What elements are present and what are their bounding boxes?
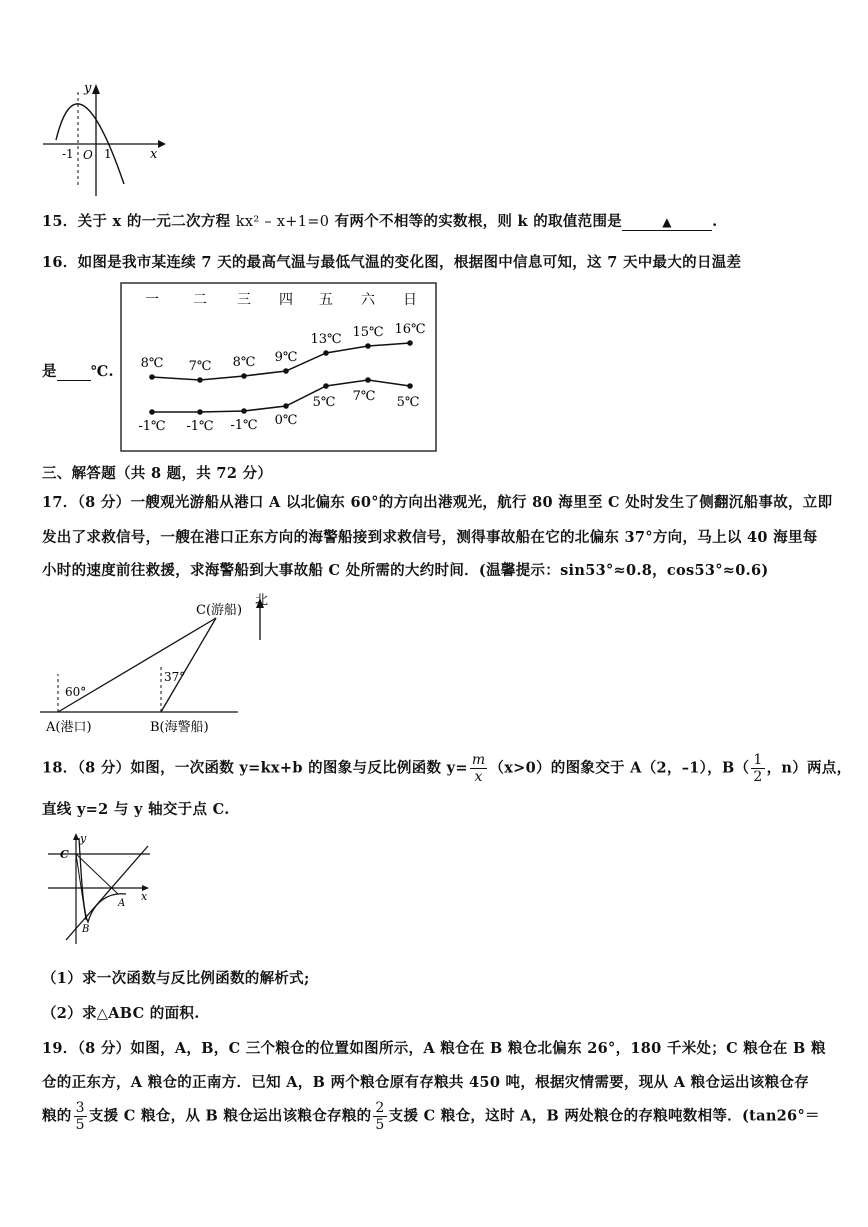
temp-point bbox=[283, 368, 289, 374]
answer-blank-15: ▲ bbox=[622, 213, 712, 231]
question-19-line1: 19．（8 分）如图，A，B，C 三个粮仓的位置如图所示，A 粮仓在 B 粮仓北偏东 26°，180 千米处；C 粮仓在 B 粮 bbox=[42, 1040, 826, 1057]
question-17-line3: 小时的速度前往救援，求海警船到大事故船 C 处所需的大约时间．(温馨提示：sin53°≈0.8，cos53°≈0.6) bbox=[42, 562, 769, 579]
temp-label: -1℃ bbox=[138, 419, 166, 434]
question-16-cont: 是 ℃. bbox=[42, 363, 114, 380]
temp-label: -1℃ bbox=[230, 418, 258, 433]
one-label: 1 bbox=[104, 147, 112, 161]
question-19-line2: 仓的正东方，A 粮仓的正南方．已知 A，B 两个粮仓原有存粮共 450 吨，根据灾情需要，现从 A 粮仓运出该粮仓存 bbox=[42, 1074, 810, 1091]
question-17-line1: 17．（8 分）一艘观光游船从港口 A 以北偏东 60°的方向出港观光，航行 80 海里至 C 处时发生了侧翻沉船事故，立即 bbox=[42, 494, 833, 511]
temp-label: 8℃ bbox=[140, 356, 164, 371]
temp-label: 9℃ bbox=[274, 350, 298, 365]
y-axis-label: y bbox=[84, 81, 92, 96]
day-label: 一 bbox=[145, 292, 159, 308]
temp-point bbox=[407, 383, 413, 389]
temp-label: 16℃ bbox=[394, 322, 426, 337]
north-label: 北 bbox=[255, 593, 269, 608]
a-label: A(港口) bbox=[46, 720, 92, 735]
angle-37: 37° bbox=[164, 670, 186, 684]
svg-text:B: B bbox=[82, 924, 90, 935]
svg-text:x: x bbox=[141, 890, 148, 903]
day-label: 三 bbox=[237, 292, 251, 308]
origin-label: O bbox=[83, 148, 93, 162]
temp-point bbox=[241, 408, 247, 414]
question-18-sub2: （2）求△ABC 的面积. bbox=[42, 1005, 200, 1022]
minus-one-label: -1 bbox=[62, 147, 74, 161]
angle-60: 60° bbox=[65, 685, 87, 699]
day-label: 五 bbox=[319, 292, 333, 308]
question-18-line2: 直线 y=2 与 y 轴交于点 C. bbox=[42, 801, 230, 818]
temp-label: 13℃ bbox=[310, 332, 342, 347]
temp-point bbox=[241, 373, 247, 379]
x-axis-label: x bbox=[150, 147, 158, 162]
question-16: 16．如图是我市某连续 7 天的最高气温与最低气温的变化图，根据图中信息可知，这 7 天中最大的日温差 bbox=[42, 254, 742, 271]
temp-point bbox=[149, 374, 155, 380]
rescue-diagram bbox=[38, 590, 278, 740]
temp-label: 5℃ bbox=[312, 395, 336, 410]
temp-label: 0℃ bbox=[274, 413, 298, 428]
temp-label: -1℃ bbox=[186, 419, 214, 434]
question-18-line1: 18．（8 分）如图，一次函数 y=kx+b 的图象与反比例函数 y= $\frac{m}{x}$ （x>0）的图象交于 A（2，–1），B（ $\frac{1}{2}$ ，n）两点， bbox=[42, 752, 852, 785]
question-18-sub1: （1）求一次函数与反比例函数的解析式; bbox=[42, 970, 310, 987]
temp-point bbox=[323, 383, 329, 389]
parabola-graph bbox=[38, 78, 168, 198]
temp-point bbox=[365, 343, 371, 349]
temp-point bbox=[323, 350, 329, 356]
day-label: 日 bbox=[403, 292, 417, 308]
temp-point bbox=[197, 409, 203, 415]
day-label: 二 bbox=[193, 292, 207, 308]
temp-label: 7℃ bbox=[188, 359, 212, 374]
c-label: C(游船) bbox=[196, 603, 243, 618]
temp-point bbox=[283, 403, 289, 409]
temp-label: 15℃ bbox=[352, 325, 384, 340]
b-label: B(海警船) bbox=[150, 720, 209, 735]
section-heading: 三、解答题（共 8 题，共 72 分） bbox=[42, 465, 273, 482]
question-19-line3: 粮的 $\frac{3}{5}$ 支援 C 粮仓，从 B 粮仓运出该粮仓存粮的 $\frac{2}{5}$ 支援 C 粮仓，这时 A，B 两处粮仓的存粮吨数相等．(tan26°＝ bbox=[42, 1100, 820, 1133]
equation: kx² – x+1=0 bbox=[235, 214, 330, 230]
day-label: 四 bbox=[279, 292, 293, 308]
temp-label: 7℃ bbox=[352, 389, 376, 404]
day-label: 六 bbox=[361, 292, 375, 308]
temp-label: 8℃ bbox=[232, 355, 256, 370]
svg-text:A: A bbox=[118, 898, 126, 909]
temp-point bbox=[365, 377, 371, 383]
temperature-chart bbox=[120, 282, 438, 452]
question-15: 15．关于 x 的一元二次方程 kx² – x+1=0 有两个不相等的实数根，则 k 的取值范围是 ▲ . bbox=[42, 213, 718, 230]
svg-text:C: C bbox=[60, 848, 69, 861]
temp-point bbox=[407, 340, 413, 346]
temp-label: 5℃ bbox=[396, 395, 420, 410]
function-graph bbox=[48, 832, 158, 947]
question-17-line2: 发出了求救信号，一艘在港口正东方向的海警船接到求救信号，测得事故船在它的北偏东 37°方向，马上以 40 海里每 bbox=[42, 529, 818, 546]
temp-point bbox=[149, 409, 155, 415]
temp-point bbox=[197, 377, 203, 383]
svg-text:y: y bbox=[80, 832, 87, 845]
